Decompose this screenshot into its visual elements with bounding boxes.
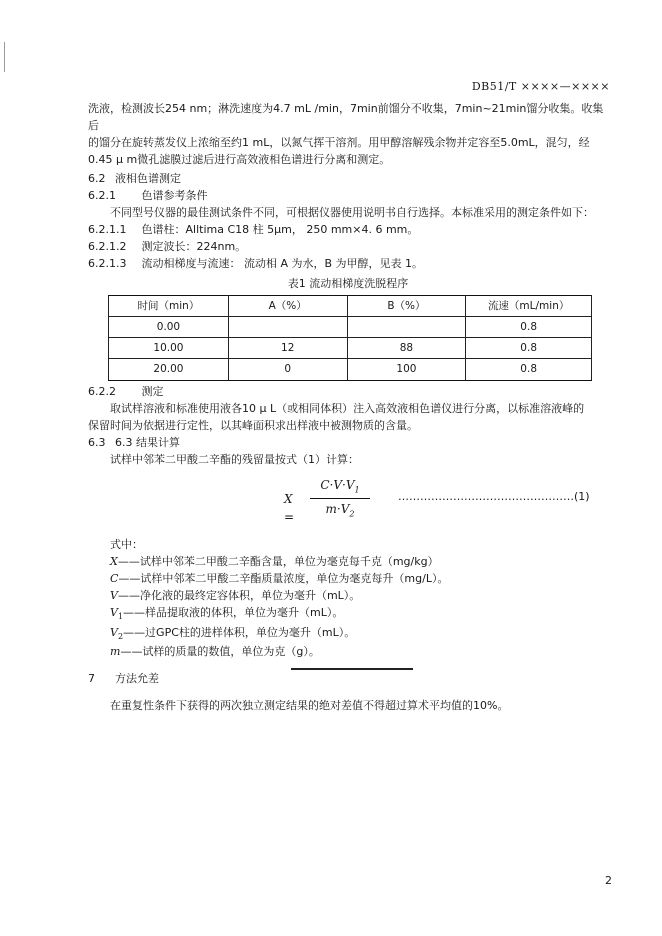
gradient-table [108, 295, 592, 381]
variable-item [110, 604, 608, 624]
table-row [109, 338, 592, 359]
table-header-cell: 时间（min） [109, 295, 229, 316]
section-number: 7 [88, 672, 95, 686]
variable-symbol: m [110, 645, 121, 659]
symbol-subscript: 2 [117, 631, 124, 641]
variable-definitions [88, 536, 608, 660]
section-6-3-body: 试样中邻苯二甲酸二辛酯的残留量按式（1）计算： [110, 452, 359, 466]
formula-fraction [310, 476, 370, 521]
section-number: 6.2 [88, 172, 106, 186]
variable-description: ——样品提取液的体积，单位为毫升（mL）。 [123, 606, 344, 619]
denominator-subscript: 2 [349, 508, 355, 518]
scan-edge-mark [4, 42, 5, 72]
variable-symbol: X [110, 554, 118, 568]
variable-description: ——试样中邻苯二甲酸二辛酯质量浓度，单位为毫克每升（mg/L）。 [118, 571, 449, 585]
section-6-2-1-body: 不同型号仪器的最佳测试条件不同，可根据仪器使用说明书自行选择。本标准采用的测定条件如下： [110, 206, 594, 220]
intro-line-1: 洗液，检测波长254 nm；淋洗速度为4.7 mL /min，7min前馏分不收集，7min~21min馏分收集。收集后 [88, 102, 604, 133]
formula-block [88, 476, 608, 528]
clause-text: 色谱柱：Alltima C18 柱 5μm， 250 mm×4. 6 mm。 [141, 223, 419, 237]
table-cell: 12 [228, 338, 347, 359]
table-header-cell: B（%） [347, 295, 466, 316]
table-cell: 88 [347, 338, 466, 359]
end-rule [291, 668, 413, 670]
section-number: 6.3 [88, 435, 106, 449]
variable-description: ——净化液的最终定容体积，单位为毫升（mL）。 [117, 588, 361, 602]
variable-symbol: C [110, 571, 119, 585]
intro-line-3: 0.45 μ m微孔滤膜过滤后进行高效液相色谱进行分离和测定。 [88, 153, 391, 167]
section-title: 色谱参考条件 [141, 189, 208, 203]
formula-number: …………………………………………(1) [398, 489, 590, 503]
table-header-row [109, 295, 592, 316]
symbol-main: V [110, 625, 118, 639]
clause-text: 流动相梯度与流速： 流动相 A 为水，B 为甲醇，见表 1。 [141, 257, 424, 271]
table-header-cell: A（%） [228, 295, 347, 316]
clause-number: 6.2.1.2 [88, 240, 127, 254]
section-7-body: 在重复性条件下获得的两次独立测定结果的绝对差值不得超过算术平均值的10%。 [110, 699, 509, 713]
variable-item [110, 587, 608, 604]
denominator-main: m·V [325, 501, 350, 516]
table-cell [347, 316, 466, 337]
table-cell: 0.8 [466, 338, 592, 359]
standard-code: DB51/T ××××—×××× [471, 80, 610, 93]
table-header-cell: 流速（mL/min） [466, 295, 592, 316]
page-number: 2 [605, 874, 612, 887]
table-title: 表1 流动相梯度洗脱程序 [287, 277, 409, 291]
section-title: 方法允差 [115, 672, 159, 686]
section-6-2-heading [88, 170, 608, 187]
section-6-2-2-line-1: 取试样溶液和标准使用液各10 μ L（或相同体积）注入高效液相色谱仪进行分离，以标准溶液峰的 [110, 401, 585, 415]
table-cell: 0.8 [466, 316, 592, 337]
section-title: 测定 [141, 384, 164, 398]
table-cell: 100 [347, 359, 466, 380]
table-row [109, 359, 592, 380]
table-cell: 0.8 [466, 359, 592, 380]
symbol-subscript: 1 [117, 612, 124, 622]
variable-item [110, 624, 608, 644]
variable-description: ——过GPC柱的进样体积，单位为毫升（mL）。 [123, 625, 356, 639]
formula-lhs: X = [284, 491, 295, 525]
table-cell: 10.00 [109, 338, 229, 359]
table-cell: 20.00 [109, 359, 229, 380]
variable-symbol: V [110, 588, 118, 602]
page-content [88, 100, 608, 714]
table-cell: 0.00 [109, 316, 229, 337]
variable-symbol [110, 626, 123, 639]
section-title: 液相色谱测定 [115, 172, 181, 186]
table-cell: 0 [228, 359, 347, 380]
section-number: 6.2.1 [88, 189, 116, 203]
section-number: 6.2.2 [88, 384, 116, 398]
clause-number: 6.2.1.1 [88, 223, 127, 237]
section-6-3-heading [88, 434, 608, 451]
clause-6-2-1-3 [88, 255, 608, 272]
table-cell [228, 316, 347, 337]
variable-description: ——试样的质量的数值，单位为克（g）。 [120, 645, 320, 659]
clause-6-2-1-1 [88, 221, 608, 238]
variable-item [110, 570, 608, 587]
section-6-2-2-heading [88, 383, 608, 400]
formula-denominator [310, 499, 370, 521]
variables-intro: 式中： [110, 537, 143, 551]
variable-description: ——试样中邻苯二甲酸二辛酯含量，单位为毫克每千克（mg/kg） [117, 554, 439, 568]
section-7-heading [88, 670, 608, 687]
symbol-main: V [110, 606, 118, 619]
numerator-main: C·V·V [320, 477, 355, 492]
variable-item [110, 553, 608, 570]
section-6-2-1-heading [88, 187, 608, 204]
formula-numerator [310, 476, 370, 499]
variable-symbol [110, 606, 124, 622]
section-title: 6.3 结果计算 [115, 435, 180, 449]
numerator-subscript: 1 [354, 485, 360, 495]
clause-number: 6.2.1.3 [88, 257, 127, 271]
section-6-2-2-line-2: 保留时间为依据进行定性，以其峰面积求出样液中被测物质的含量。 [88, 418, 418, 432]
table-row [109, 316, 592, 337]
clause-text: 测定波长：224nm。 [141, 240, 247, 254]
intro-line-2: 的馏分在旋转蒸发仪上浓缩至约1 mL，以氮气挥干溶剂。用甲醇溶解残余物并定容至5.0mL，混匀，经 [88, 136, 590, 150]
variable-item [110, 643, 608, 660]
clause-6-2-1-2 [88, 238, 608, 255]
